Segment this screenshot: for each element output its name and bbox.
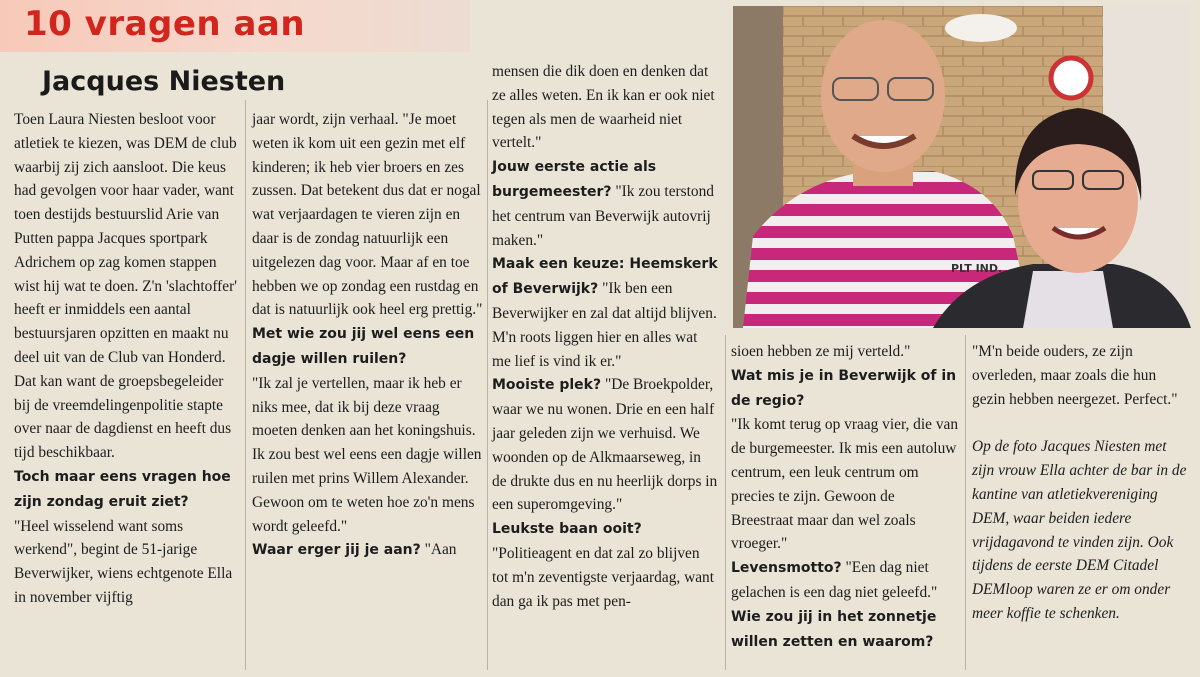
ceiling-lamp: [945, 14, 1017, 42]
woman-scarf: [1023, 271, 1113, 328]
article-column-3: [492, 60, 718, 613]
interview-qa: [731, 556, 959, 605]
interview-qa: [492, 252, 718, 373]
column-divider: [245, 100, 246, 670]
question-text: Met wie zou jij wel eens een dagje willen ruilen?: [252, 326, 475, 367]
interview-photo: [733, 6, 1191, 328]
interview-question: [731, 605, 959, 655]
article-paragraph: "Heel wisselend want soms werkend", begint de 51-jarige Beverwijker, wiens echtgenote Ella in november vijftig: [14, 517, 233, 606]
answer-text: "De Broekpolder, waar we nu wonen. Drie en een half jaar geleden zijn we verhuisd. We woonden op de Alkmaarseweg, in de drukte dus en nu heerlijk dorps in een superomgeving.": [492, 376, 718, 514]
article-paragraph: sioen hebben ze mij verteld.": [731, 343, 911, 360]
article-column-5: [972, 340, 1192, 626]
article-paragraph: mensen die dik doen en denken dat ze alles weten. En ik kan er ook niet tegen als men de waarheid niet vertelt.": [492, 63, 715, 152]
column-divider: [487, 100, 488, 670]
article-column-4: [731, 340, 959, 654]
kicker-banner: [0, 0, 470, 52]
kicker-title: 10 vragen aan: [24, 4, 306, 44]
question-text: Toch maar eens vragen hoe zijn zondag eruit ziet?: [14, 468, 231, 510]
photo-illustration: [733, 6, 1191, 328]
interview-qa: [252, 538, 484, 563]
column-divider: [965, 335, 966, 670]
question-text: Jouw eerste actie als burgemeester?: [492, 159, 657, 200]
question-text: Mooiste plek?: [492, 377, 602, 394]
interviewee-name: Jacques Niesten: [42, 66, 286, 97]
question-text: Wat mis je in Beverwijk of in de regio?: [731, 367, 957, 409]
article-paragraph: jaar wordt, zijn verhaal. "Je moet weten ik kom uit een gezin met elf kinderen; ik heb vier broers en zes zussen. Dat betekent dus dat er nogal wat verjaardagen te vieren zijn en daar is de zondag natuurlijk een uitgelezen dag voor. Maar af en toe hebben we op zondag een rustdag en dat is natuurlijk ook heel erg prettig.": [252, 111, 483, 319]
man-face: [821, 20, 945, 172]
question-text: Maak een keuze: Heemskerk of Beverwijk?: [492, 256, 718, 298]
interview-question: [252, 322, 484, 372]
question-text: Levensmotto?: [731, 560, 842, 577]
interview-question: [731, 364, 959, 414]
question-text: Wie zou jij in het zonnetje willen zetten en waarom?: [731, 608, 937, 650]
photo-caption: Op de foto Jacques Niesten met zijn vrouw Ella achter de bar in de kantine van atletiekvereniging DEM, waar beiden iedere vrijdagavond te vinden zijn. Ook tijdens de eerste DEM Citadel DEMloop waren ze er om onder meer koffie te schenken.: [972, 438, 1187, 622]
interview-question: [14, 465, 240, 515]
interview-qa: [492, 373, 718, 517]
sign: [1051, 58, 1091, 98]
article-paragraph: "Ik zal je vertellen, maar ik heb er niks mee, dat ik bij deze vraag moeten denken aan het koningshuis. Ik zou best wel eens een dagje willen ruilen met prins Willem Alexander. Gewoon om te weten hoe zo'n mens wordt geleefd.": [252, 374, 482, 535]
answer-text: "Ik ben een Beverwijker en zal dat altijd blijven. M'n roots liggen hier en alles wat me lief is vind ik er.": [492, 280, 717, 370]
answer-text: "Een dag niet gelachen is een dag niet geleefd.": [731, 559, 938, 601]
question-text: Waar erger jij je aan?: [252, 542, 421, 559]
article-paragraph: "M'n beide ouders, ze zijn overleden, maar zoals die hun gezin hebben neergezet. Perfect.": [972, 343, 1178, 408]
article-paragraph: Toen Laura Niesten besloot voor atletiek te kiezen, was DEM de club waarbij zij zich aansloot. Die keus had gevolgen voor haar vader, want toen destijds bestuurslid Arie van Putten pappa Jacques sportpark Adrichem op zag komen stappen wist hij wat te doen. Z'n 'slachtoffer' heeft er inmiddels een aantal bestuursjaren opzitten en maakt nu deel uit van de Club van Honderd. Dat kan want de groepsbegeleider bij de vreemdelingenpolitie stapte over naar de dagdienst en heeft dus tijd beschikbaar.: [14, 111, 238, 462]
answer-text: "Ik zou terstond het centrum van Beverwijk autovrij maken.": [492, 182, 714, 249]
interview-qa: [492, 517, 718, 613]
shirt-print: PLT IND.: [951, 262, 1003, 275]
interview-qa: [492, 155, 718, 252]
article-column-2: [252, 108, 484, 563]
article-paragraph: "Ik komt terug op vraag vier, die van de burgemeester. Ik mis een autoluw centrum, een leuk centrum om precies te zijn. Gewoon de Breestraat maar dan wel zoals vroeger.": [731, 416, 959, 553]
question-text: Leukste baan ooit?: [492, 521, 642, 538]
answer-text: "Politieagent en dat zal zo blijven tot m'n zeventigste verjaardag, want dan ga ik pas met pen-: [492, 544, 715, 610]
article-column-1: [14, 108, 240, 610]
column-divider: [725, 335, 726, 670]
answer-text: "Aan: [420, 541, 457, 559]
